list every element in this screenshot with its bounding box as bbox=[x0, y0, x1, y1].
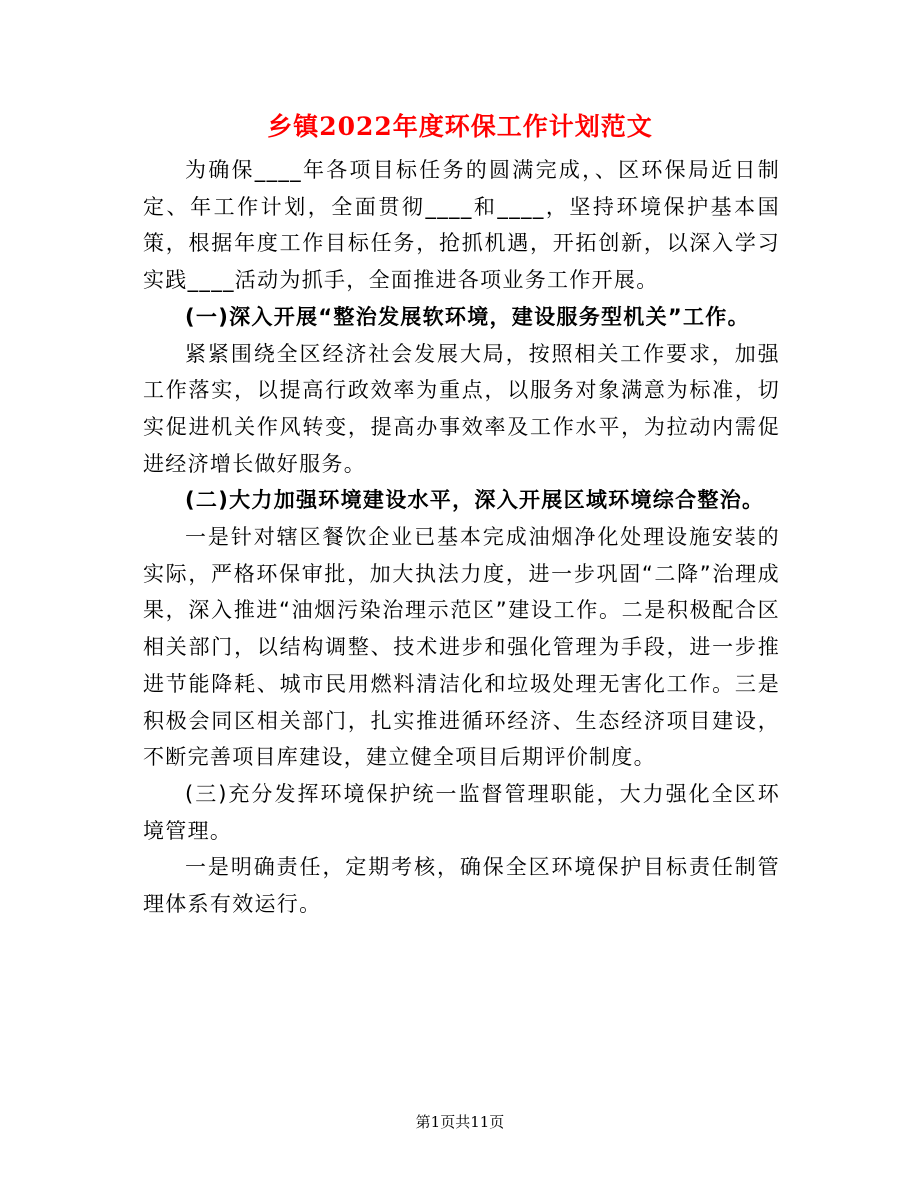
section-heading-1: (一)深入开展“整治发展软环境，建设服务型机关”工作。 bbox=[185, 304, 750, 329]
document-body bbox=[143, 152, 780, 923]
document-title: 乡镇2022年度环保工作计划范文 bbox=[267, 112, 653, 141]
page-number-footer: 第1页共11页 bbox=[415, 1113, 505, 1131]
paragraph-section-2: 一是针对辖区餐饮企业已基本完成油烟净化处理设施安装的实际，严格环保审批，加大执法力度，进一步巩固“二降”治理成果，深入推进“油烟污染治理示范区”建设工作。二是积极配合区相关部门，以结构调整、技术进步和强化管理为手段，进一步推进节能降耗、城市民用燃料清洁化和垃圾处理无害化工作。三是积极会同区相关部门，扎实推进循环经济、生态经济项目建设，不断完善项目库建设，建立健全项目后期评价制度。 bbox=[143, 525, 780, 770]
paragraph-intro: 为确保____年各项目标任务的圆满完成，、区环保局近日制定、年工作计划，全面贯彻____和____，坚持环境保护基本国策，根据年度工作目标任务，抢抓机遇，开拓创新，以深入学习实践____活动为抓手，全面推进各项业务工作开展。 bbox=[143, 158, 780, 293]
paragraph-section-3: 一是明确责任，定期考核，确保全区环境保护目标责任制管理体系有效运行。 bbox=[143, 855, 780, 917]
section-heading-3: (三)充分发挥环境保护统一监督管理职能，大力强化全区环境管理。 bbox=[143, 781, 780, 843]
section-heading-2: (二)大力加强环境建设水平，深入开展区域环境综合整治。 bbox=[185, 488, 765, 513]
paragraph-section-1: 紧紧围绕全区经济社会发展大局，按照相关工作要求，加强工作落实，以提高行政效率为重点，以服务对象满意为标准，切实促进机关作风转变，提高办事效率及工作水平，为拉动内需促进经济增长做好服务。 bbox=[143, 341, 780, 476]
